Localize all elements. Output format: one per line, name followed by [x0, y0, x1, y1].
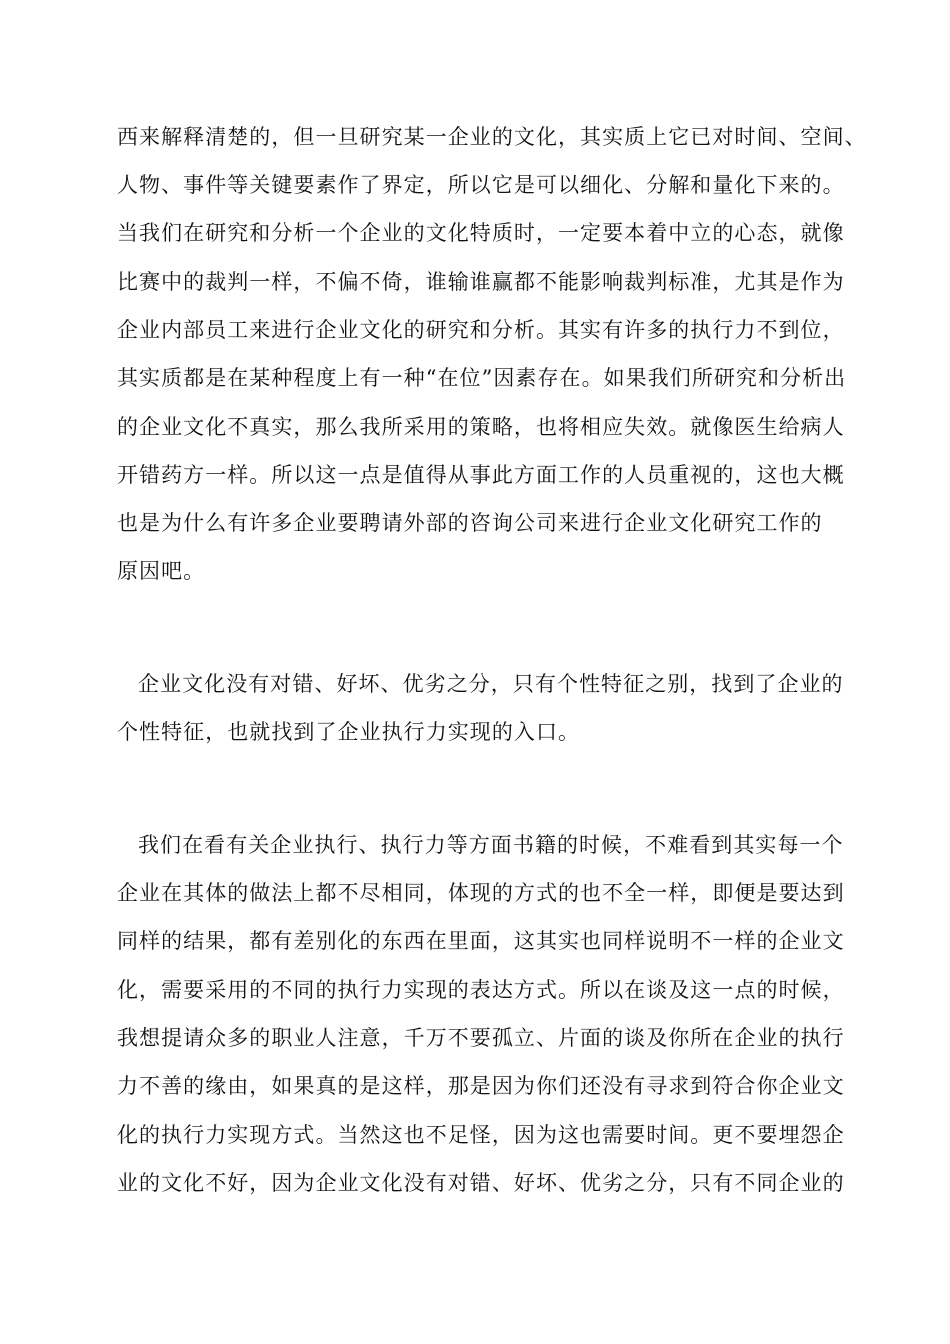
paragraph-1-line-1: 西来解释清楚的，但一旦研究某一企业的文化，其实质上它已对时间、空间、 [117, 125, 867, 149]
paragraph-1-line-4: 比赛中的裁判一样，不偏不倚，谁输谁赢都不能影响裁判标准，尤其是作为 [117, 270, 845, 294]
paragraph-1-line-2: 人物、事件等关键要素作了界定，所以它是可以细化、分解和量化下来的。 [117, 173, 845, 197]
paragraph-3-line-5: 我想提请众多的职业人注意，千万不要孤立、片面的谈及你所在企业的执行 [117, 1026, 845, 1050]
paragraph-3-line-8: 业的文化不好，因为企业文化没有对错、好坏、优劣之分，只有不同企业的 [117, 1171, 845, 1195]
paragraph-3-line-6: 力不善的缘由，如果真的是这样，那是因为你们还没有寻求到符合你企业文 [117, 1074, 845, 1098]
paragraph-1-line-5: 企业内部员工来进行企业文化的研究和分析。其实有许多的执行力不到位， [117, 318, 845, 342]
paragraph-3-line-1: 我们在看有关企业执行、执行力等方面书籍的时候，不难看到其实每一个 [138, 833, 844, 857]
paragraph-1-line-8: 开错药方一样。所以这一点是值得从事此方面工作的人员重视的，这也大概 [117, 463, 845, 487]
paragraph-1-line-7: 的企业文化不真实，那么我所采用的策略，也将相应失效。就像医生给病人 [117, 415, 845, 439]
paragraph-2-line-1: 企业文化没有对错、好坏、优劣之分，只有个性特征之别，找到了企业的 [138, 672, 844, 696]
paragraph-1-line-9: 也是为什么有许多企业要聘请外部的咨询公司来进行企业文化研究工作的 [117, 511, 823, 535]
paragraph-1-line-3: 当我们在研究和分析一个企业的文化特质时，一定要本着中立的心态，就像 [117, 221, 845, 245]
paragraph-1-line-6: 其实质都是在某种程度上有一种“在位”因素存在。如果我们所研究和分析出 [117, 366, 847, 390]
paragraph-2-line-2: 个性特征，也就找到了企业执行力实现的入口。 [117, 720, 581, 744]
paragraph-3-line-4: 化，需要采用的不同的执行力实现的表达方式。所以在谈及这一点的时候， [117, 978, 845, 1002]
paragraph-3-line-2: 企业在其体的做法上都不尽相同，体现的方式的也不全一样，即便是要达到 [117, 881, 845, 905]
paragraph-3-line-3: 同样的结果，都有差别化的东西在里面，这其实也同样说明不一样的企业文 [117, 929, 845, 953]
paragraph-3-line-7: 化的执行力实现方式。当然这也不足怪，因为这也需要时间。更不要埋怨企 [117, 1123, 845, 1147]
paragraph-1-line-10: 原因吧。 [117, 559, 206, 583]
